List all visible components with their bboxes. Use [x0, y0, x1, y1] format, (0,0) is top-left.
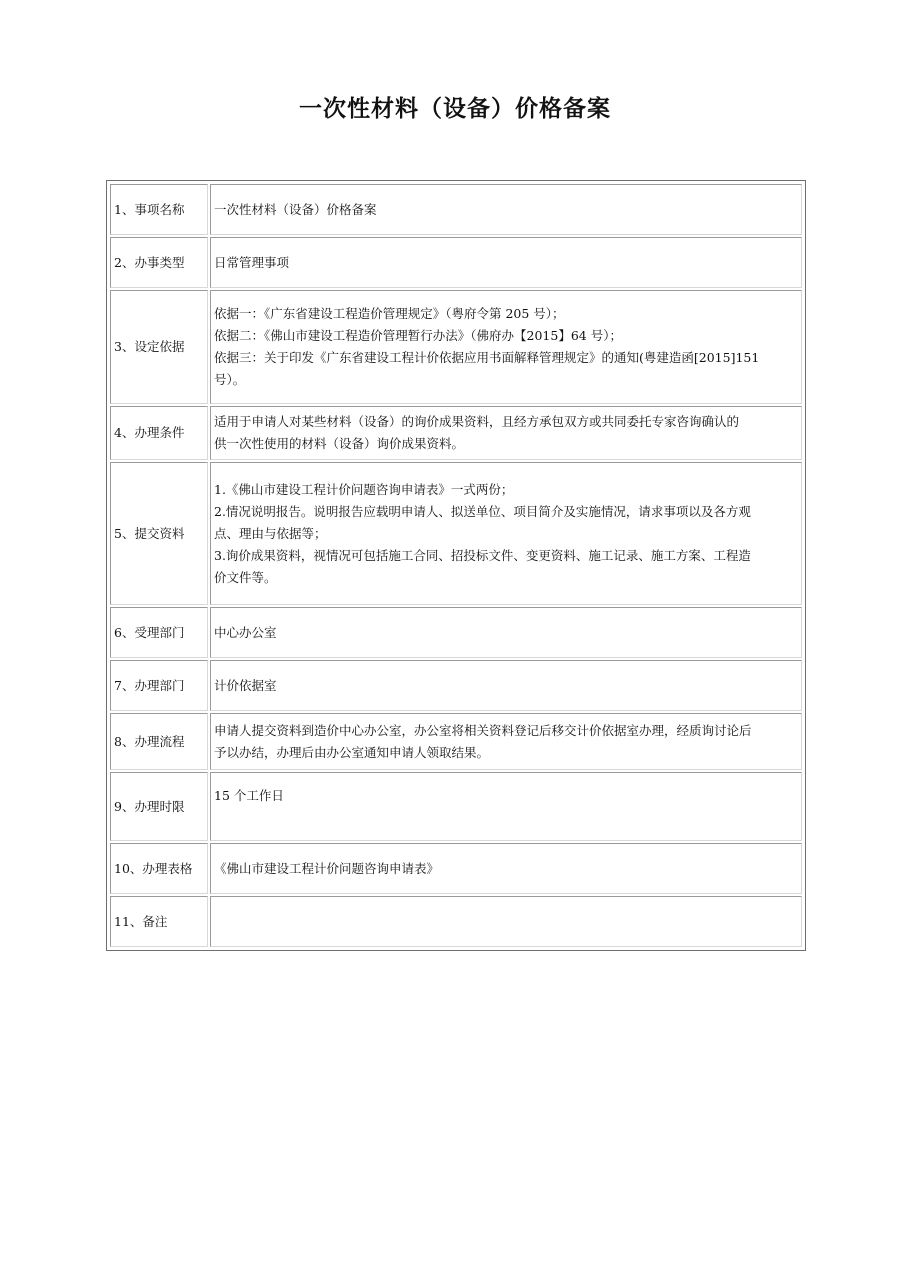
row-value	[210, 713, 802, 770]
value-line: 申请人提交资料到造价中心办公室，办公室将相关资料登记后移交计价依据室办理，经质询讨论后	[214, 722, 752, 738]
value-line: 点、理由与依据等；	[214, 525, 327, 541]
value-line: 日常管理事项	[214, 254, 290, 270]
page-title: 一次性材料（设备）价格备案	[299, 96, 611, 122]
row-label: 2、办事类型	[110, 237, 208, 288]
row-value	[210, 462, 802, 605]
value-line: 中心办公室	[214, 624, 277, 640]
row-label: 6、受理部门	[110, 607, 208, 658]
value-line: 适用于申请人对某些材料（设备）的询价成果资料，且经方承包双方或共同委托专家咨询确认的	[214, 414, 740, 429]
info-table	[108, 182, 804, 949]
value-line: 号）。	[214, 372, 246, 387]
row-label: 11、备注	[110, 896, 208, 947]
table-row-remarks	[110, 896, 802, 947]
value-line: 3.询价成果资料，视情况可包括施工合同、招投标文件、变更资料、施工记录、施工方案、工程造	[214, 547, 751, 563]
row-value	[210, 184, 802, 235]
row-label: 1、事项名称	[110, 184, 208, 235]
table-row-accepting-dept	[110, 607, 802, 658]
value-line: 计价依据室	[214, 677, 277, 693]
row-value	[210, 843, 802, 894]
row-label: 8、办理流程	[110, 713, 208, 770]
value-line: 依据一：《广东省建设工程造价管理规定》（粤府令第 205 号）；	[214, 306, 565, 321]
row-label: 5、提交资料	[110, 462, 208, 605]
value-line: 2.情况说明报告。说明报告应载明申请人、拟送单位、项目简介及实施情况，请求事项以及各方观	[214, 503, 751, 519]
table-row-forms	[110, 843, 802, 894]
table-row-conditions	[110, 406, 802, 460]
table-row-item-name	[110, 184, 802, 235]
row-value	[210, 772, 802, 841]
table-row-process	[110, 713, 802, 770]
value-line: 依据三：关于印发《广东省建设工程计价依据应用书面解释管理规定》的通知(粤建造函[2015]151	[214, 350, 760, 365]
row-label: 7、办理部门	[110, 660, 208, 711]
row-label: 9、办理时限	[110, 772, 208, 841]
row-label: 10、办理表格	[110, 843, 208, 894]
row-value	[210, 406, 802, 460]
value-line: 予以办结，办理后由办公室通知申请人领取结果。	[214, 744, 490, 760]
row-label: 3、设定依据	[110, 290, 208, 404]
value-line: 1.《佛山市建设工程计价问题咨询申请表》一式两份；	[214, 481, 514, 497]
value-line: 《佛山市建设工程计价问题咨询申请表》	[214, 860, 440, 876]
value-line: 15 个工作日	[214, 788, 284, 803]
table-row-legal-basis	[110, 290, 802, 404]
row-value	[210, 607, 802, 658]
value-line: 一次性材料（设备）价格备案	[214, 201, 377, 217]
value-line: 供一次性使用的材料（设备）询价成果资料。	[214, 436, 465, 451]
table-row-service-type	[110, 237, 802, 288]
row-value	[210, 660, 802, 711]
row-value	[210, 237, 802, 288]
table-row-handling-dept	[110, 660, 802, 711]
row-label: 4、办理条件	[110, 406, 208, 460]
row-value	[210, 290, 802, 404]
row-value	[210, 896, 802, 947]
info-table-frame	[106, 180, 806, 951]
value-line: 依据二：《佛山市建设工程造价管理暂行办法》（佛府办【2015】64 号）；	[214, 328, 622, 343]
value-line: 价文件等。	[214, 569, 277, 585]
table-row-time-limit	[110, 772, 802, 841]
table-row-documents	[110, 462, 802, 605]
